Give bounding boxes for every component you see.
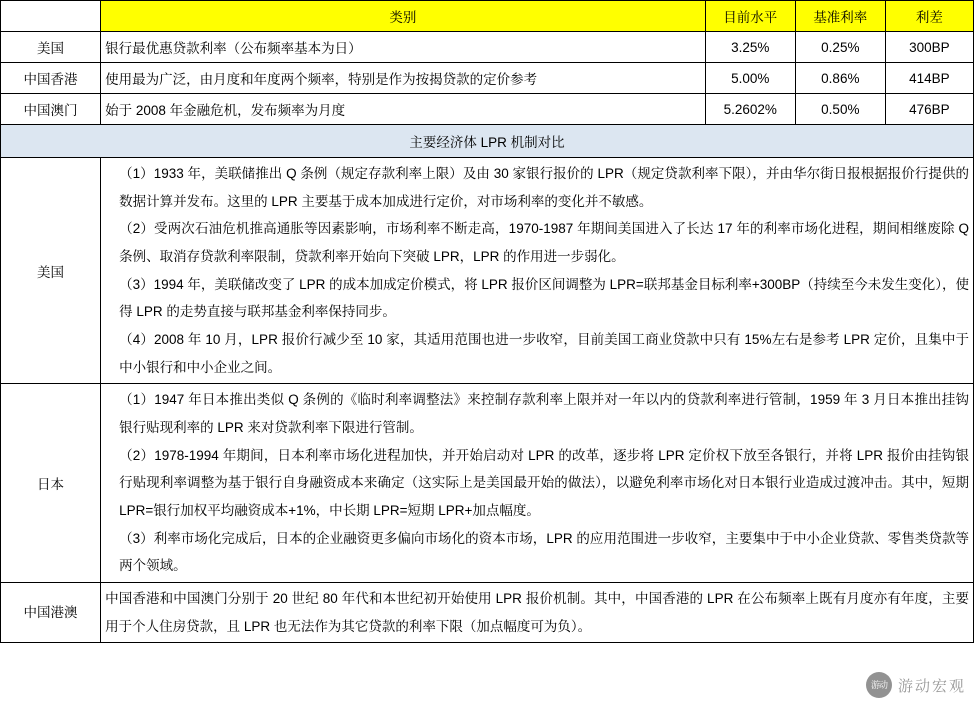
section-row-hkmo bbox=[1, 583, 974, 643]
paragraph: 中国香港和中国澳门分别于 20 世纪 80 年代和本世纪初开始使用 LPR 报价机制。其中，中国香港的 LPR 在公布频率上既有月度亦有年度，主要用于个人住房贷款，且 LPR 也无法作为其它贷款的利率下限（加点幅度可为负）。 bbox=[105, 591, 969, 634]
table-header-row bbox=[1, 1, 974, 32]
header-cell-blank bbox=[1, 1, 101, 32]
section-content-us bbox=[101, 158, 974, 384]
table-row bbox=[1, 32, 974, 63]
row-description: 使用最为广泛，由月度和年度两个频率，特别是作为按揭贷款的定价参考 bbox=[101, 63, 706, 94]
paragraph: （1）1947 年日本推出类似 Q 条例的《临时利率调整法》来控制存款利率上限并对一年以内的贷款利率进行管制，1959 年 3 月日本推出挂钩银行贴现利率的 LPR 来对贷款利率下限进行管制。 bbox=[119, 392, 969, 436]
header-cell-benchmark: 基准利率 bbox=[795, 1, 885, 32]
paragraph: （3）利率市场化完成后，日本的企业融资更多偏向市场化的资本市场，LPR 的应用范围进一步收窄，主要集中于中小企业贷款、零售类贷款等两个领域。 bbox=[119, 530, 969, 574]
row-country: 中国香港 bbox=[1, 63, 101, 94]
row-spread: 476BP bbox=[885, 94, 973, 125]
row-level: 5.2602% bbox=[705, 94, 795, 125]
section-label-japan: 日本 bbox=[1, 384, 101, 583]
watermark-text: 游动宏观 bbox=[897, 677, 966, 695]
paragraph: （1）1933 年，美联储推出 Q 条例（规定存款利率上限）及由 30 家银行报价的 LPR（规定贷款利率下限），并由华尔街日报根据报价行提供的数据计算并发布。这里的 LPR 主要基于成本加成进行定价，对市场利率的变化并不敏感。 bbox=[119, 166, 969, 209]
row-level: 5.00% bbox=[705, 63, 795, 94]
header-cell-category: 类别 bbox=[101, 1, 706, 32]
row-description: 始于 2008 年金融危机，发布频率为月度 bbox=[101, 94, 706, 125]
table-row bbox=[1, 63, 974, 94]
watermark bbox=[866, 672, 966, 698]
section-row-japan bbox=[1, 384, 974, 583]
section-label-us: 美国 bbox=[1, 158, 101, 384]
section-band-row bbox=[1, 125, 974, 158]
header-cell-level: 目前水平 bbox=[705, 1, 795, 32]
section-content-japan bbox=[101, 384, 974, 583]
header-cell-spread: 利差 bbox=[885, 1, 973, 32]
section-label-hkmo bbox=[1, 583, 101, 643]
watermark-logo-icon: 游动 bbox=[866, 672, 892, 698]
row-country: 中国澳门 bbox=[1, 94, 101, 125]
row-benchmark: 0.86% bbox=[795, 63, 885, 94]
row-spread: 300BP bbox=[885, 32, 973, 63]
paragraph: （2）1978-1994 年期间，日本利率市场化进程加快，并开始启动对 LPR 的改革，逐步将 LPR 定价权下放至各银行，并将 LPR 报价由挂钩银行贴现利率调整为基于银行自身融资成本来确定（这实际上是美国最开始的做法），以避免利率市场化对日本银行业造成过渡冲击。其中，短期 LPR=银行加权平均融资成本+1%，中长期 LPR=短期 LPR+加点幅度。 bbox=[119, 447, 969, 519]
row-spread: 414BP bbox=[885, 63, 973, 94]
section-label-hkmo-text: 中国港澳 bbox=[23, 604, 78, 620]
row-description: 银行最优惠贷款利率（公布频率基本为日） bbox=[101, 32, 706, 63]
paragraph: （4）2008 年 10 月，LPR 报价行减少至 10 家，其适用范围也进一步收窄，目前美国工商业贷款中只有 15%左右是参考 LPR 定价，且集中于中小银行和中小企业之间。 bbox=[119, 332, 969, 375]
row-level: 3.25% bbox=[705, 32, 795, 63]
paragraph: （2）受两次石油危机推高通胀等因素影响，市场利率不断走高，1970-1987 年期间美国进入了长达 17 年的利率市场化进程，期间相继废除 Q 条例、取消存贷款利率限制，贷款利率开始向下突破 LPR，LPR 的作用进一步弱化。 bbox=[119, 221, 969, 265]
section-row-us bbox=[1, 158, 974, 384]
table-row bbox=[1, 94, 974, 125]
section-band-title: 主要经济体 LPR 机制对比 bbox=[1, 125, 974, 158]
row-benchmark: 0.25% bbox=[795, 32, 885, 63]
row-benchmark: 0.50% bbox=[795, 94, 885, 125]
section-content-hkmo bbox=[101, 583, 974, 643]
row-country: 美国 bbox=[1, 32, 101, 63]
paragraph: （3）1994 年，美联储改变了 LPR 的成本加成定价模式，将 LPR 报价区间调整为 LPR=联邦基金目标利率+300BP（持续至今未发生变化），使得 LPR 的走势直接与联邦基金利率保持同步。 bbox=[119, 276, 969, 320]
